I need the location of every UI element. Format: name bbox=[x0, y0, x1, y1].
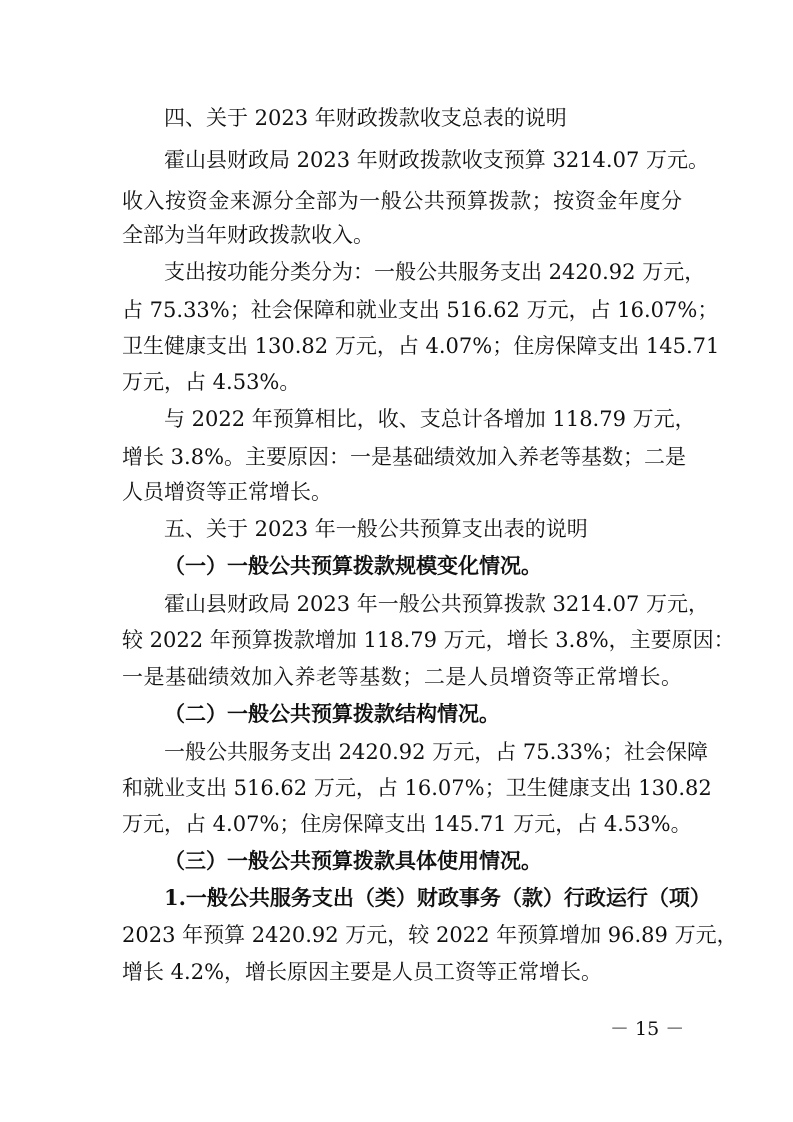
paragraph-line: 与 2022 年预算相比，收、支总计各增加 118.79 万元， bbox=[164, 407, 696, 431]
paragraph-line: 2023 年预算 2420.92 万元，较 2022 年预算增加 96.89 万元， bbox=[122, 923, 738, 947]
page-number: － 15 － bbox=[610, 1018, 685, 1040]
paragraph-line: 收入按资金来源分全部为一般公共预算拨款；按资金年度分 bbox=[122, 189, 682, 213]
paragraph-line: 万元，占 4.53%。 bbox=[122, 370, 301, 394]
paragraph-line: 增长 4.2%，增长原因主要是人员工资等正常增长。 bbox=[122, 960, 603, 984]
paragraph-line: 一般公共服务支出 2420.92 万元，占 75.33%；社会保障 bbox=[164, 740, 708, 764]
subsection-1-heading: （一）一般公共预算拨款规模变化情况。 bbox=[164, 553, 542, 578]
paragraph-line: 增长 3.8%。主要原因：一是基础绩效加入养老等基数；二是 bbox=[122, 445, 687, 469]
paragraph-line: 支出按功能分类分为：一般公共服务支出 2420.92 万元， bbox=[164, 260, 706, 284]
paragraph-line: 霍山县财政局 2023 年财政拨款收支预算 3214.07 万元。 bbox=[164, 148, 709, 172]
paragraph-line: 霍山县财政局 2023 年一般公共预算拨款 3214.07 万元， bbox=[164, 592, 709, 616]
paragraph-line: 一是基础绩效加入养老等基数；二是人员增资等正常增长。 bbox=[122, 665, 682, 689]
paragraph-line: 较 2022 年预算拨款增加 118.79 万元，增长 3.8%，主要原因： bbox=[122, 628, 735, 652]
section-4-heading: 四、关于 2023 年财政拨款收支总表的说明 bbox=[164, 106, 567, 130]
item-1-heading: 1.一般公共服务支出（类）财政事务（款）行政运行（项） bbox=[164, 885, 711, 910]
section-5-heading: 五、关于 2023 年一般公共预算支出表的说明 bbox=[164, 517, 588, 541]
paragraph-line: 全部为当年财政拨款收入。 bbox=[122, 223, 374, 247]
subsection-3-heading: （三）一般公共预算拨款具体使用情况。 bbox=[164, 848, 542, 873]
paragraph-line: 万元，占 4.07%；住房保障支出 145.71 万元，占 4.53%。 bbox=[122, 812, 692, 836]
subsection-2-heading: （二）一般公共预算拨款结构情况。 bbox=[164, 701, 500, 726]
paragraph-line: 卫生健康支出 130.82 万元，占 4.07%；住房保障支出 145.71 bbox=[122, 334, 720, 358]
paragraph-line: 人员增资等正常增长。 bbox=[122, 480, 332, 504]
paragraph-line: 和就业支出 516.62 万元，占 16.07%；卫生健康支出 130.82 bbox=[122, 776, 712, 800]
paragraph-line: 占 75.33%；社会保障和就业支出 516.62 万元，占 16.07%； bbox=[122, 298, 719, 322]
